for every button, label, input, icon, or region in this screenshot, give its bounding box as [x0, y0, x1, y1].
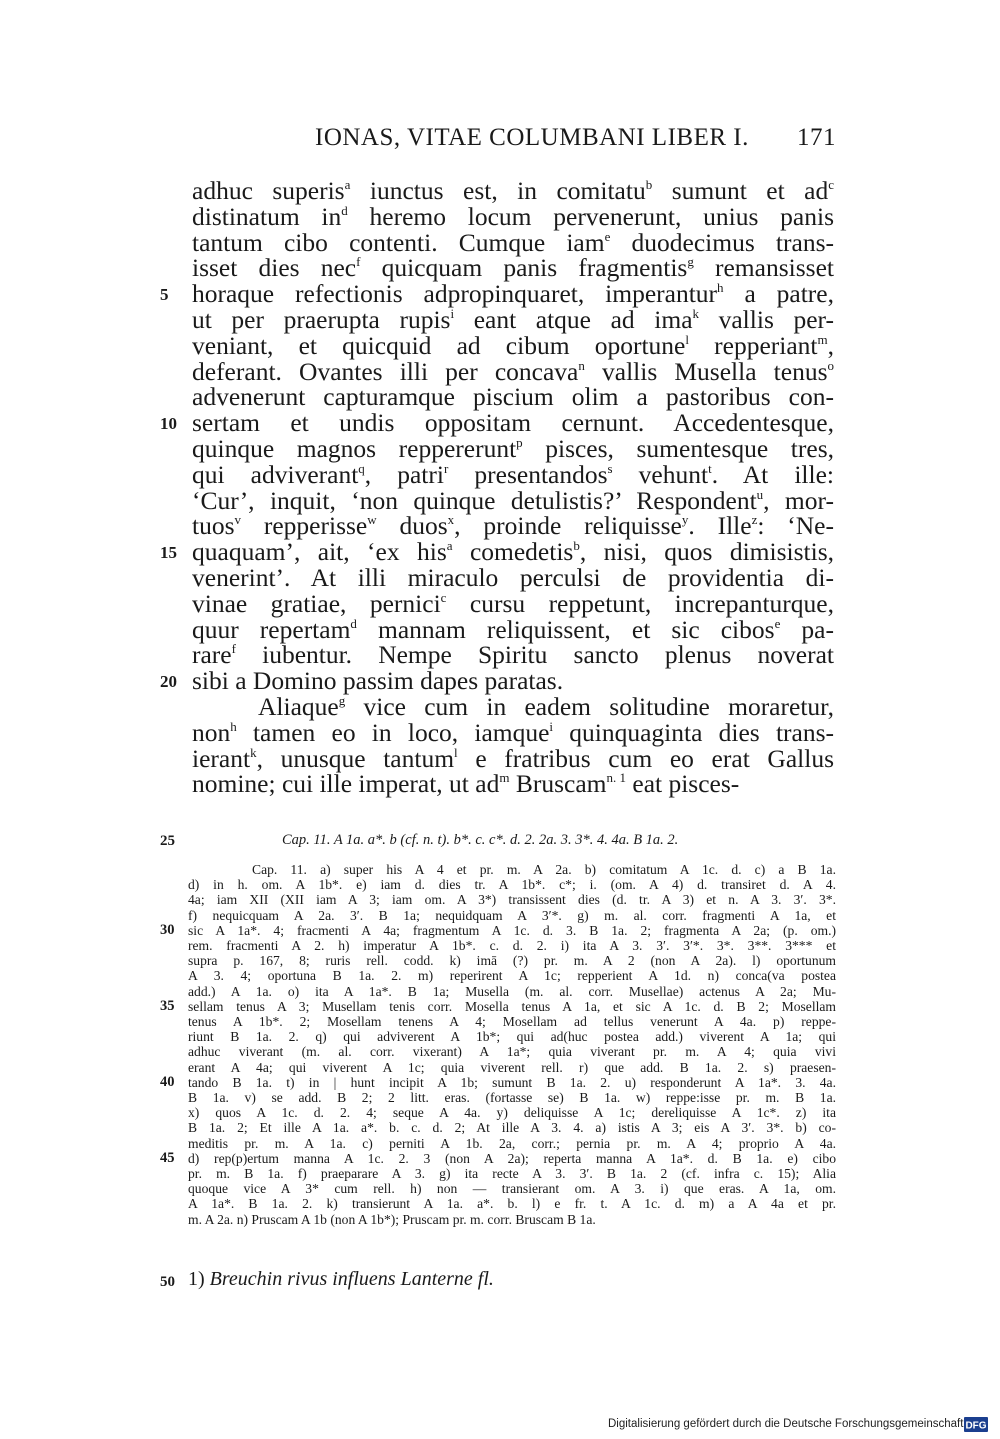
text-line: veniant, et quicquid ad cibum oportune$^l$ repperiant$^m$, [192, 330, 834, 360]
page-number: 171 [797, 124, 836, 151]
sigla-list: Cap. 11. A 1a. a*. b (cf. n. t). b*. c. c*. d. 2. 2a. 3. 3*. 4. 4a. B 1a. 2. [282, 832, 679, 848]
text-line: ut per praerupta rupis$^i$ eant atque ad ima$^k$ vallis per- [192, 305, 835, 334]
line-number: 30 [160, 921, 175, 938]
apparatus-line: f) nequicquam A 2a. 3′. B 1a; nequidquam A 3′*. g) m. al. corr. fragmenti A 1a, et [188, 907, 836, 923]
text-line: venerint’. At illi miraculo perculsi de providentia di- [192, 563, 834, 592]
apparatus-line: pr. m. B 1a. f) praeparare A 3. g) ita recte A 3. 3′. B 1a. 2 (cf. infra c. 15); Alia [188, 1166, 836, 1181]
text-line: ‘Cur’, inquit, ‘non quinque detulistis?’ Respondent$^u$, mor- [192, 485, 834, 515]
apparatus-line: d) rep(p)ertum manna A 1c. 2. 3 (non A 2a); reperta manna A 1a*. d. B 1a. e) cibo [188, 1150, 836, 1166]
apparatus-line: adhuc viverant (m. al. corr. vixerant) A 1a*; quia viverant pr. m. A 4; quia vivi [188, 1044, 836, 1060]
apparatus-line: riunt B 1a. 2. q) qui adviverent A 1b*; qui ad(huc postea add.) viverent A 1a; qui [188, 1029, 836, 1045]
line-number: 35 [160, 997, 175, 1014]
text-line: isset dies nec$^f$ quicquam panis fragmentis$^g$ remansisset [192, 253, 834, 283]
running-head [190, 124, 840, 158]
text-line: nomine; cui ille imperat, ut $ad^m$ Bruscam$^{n. 1}$ eat pisces- [192, 769, 740, 799]
apparatus-line: m. A 2a. n) Pruscam A 1b (non A 1b*); Pruscam pr. m. corr. Bruscam B 1a. [188, 1211, 596, 1227]
apparatus-line: sic A 1a*. 4; fracmenti A 4a; fragmentum A 1c. d. 3. B 1a. 2; fragmenta A 2a; (p. om.) [188, 922, 836, 938]
apparatus-line: A 3. 4; oportuna B 1a. 2. m) reperirent A 1c; repperient A 1d. n) conca(va postea [188, 968, 836, 984]
footnote [188, 1268, 494, 1291]
footnote-text: Breuchin rivus influens Lanterne fl. [209, 1268, 494, 1290]
text-line: quaquam’, ait, ‘ex his$^a$ comedetis$^b$, nisi, quos dimisistis, [192, 537, 834, 567]
text-line: horaque refectionis adpropinquaret, imperantur$^h$ a patre, [192, 279, 834, 309]
text-line: qui adviverant$^q$, patri$^r$ presentandos$^s$ vehunt$^t$. At ille: [192, 459, 834, 489]
digitization-credit: Digitalisierung gefördert durch die Deutsche Forschungsgemeinschaft [608, 1418, 964, 1430]
line-number: 10 [160, 414, 177, 434]
text-line: adhuc superis$^a$ iunctus est, in comitatu$^b$ sumunt et $ad^c$ [192, 176, 834, 205]
footnote-marker: 1) [188, 1268, 205, 1290]
svg-text:DFG: DFG [965, 1420, 987, 1432]
text-line: tuos$^v$ repperisse$^w$ duos$^x$, proinde reliquisse$^y$. Ille$^z$: ‘Ne- [192, 511, 834, 541]
running-head-title: IONAS, VITAE COLUMBANI LIBER I. [315, 124, 749, 151]
text-line: sibi a Domino passim dapes paratas. [192, 666, 564, 696]
apparatus-line: meditis pr. m. A 1a. c) perniti A 1b. 2a, corr.; pernia pr. m. A 4; proprio A 4a. [188, 1135, 836, 1151]
text-line: quinque magnos reppererunt$^p$ pisces, sumentesque tres, [192, 434, 834, 463]
apparatus-line: add.) A 1a. o) ita A 1a*. B 1a; Musella (m. al. corr. Musellae) actenus A 2a; Mu- [188, 983, 836, 999]
apparatus-line: x) quos A 1c. d. 2. 4; seque A 4a. y) deliquisse A 1c; dereliquisse A 1c*. z) ita [188, 1105, 836, 1121]
line-number: 45 [160, 1149, 175, 1166]
sigla-line-number: 25 [160, 833, 175, 849]
apparatus-line: B 1a. v) se add. B 2; 2 litt. eras. (fortasse se) B 1a. w) reppe:isse pr. m. B 1a. [188, 1090, 836, 1105]
apparatus-line: tenus A 1b*. 2; Mosellam tenens A 4; Mosellam ad tellus venerunt A 4a. p) reppe- [188, 1014, 836, 1029]
apparatus-line: sellam tenus A 3; Musellam tenis corr. Mosella tenus A 1a, et sic A 1c. d. B 2; Mosellam [188, 998, 836, 1014]
text-line: ierant$^k$, unusque tantum$^l$ e fratribus cum eo erat Gallus [192, 743, 834, 773]
apparatus-line: quoque vice A 3* cum rell. h) non — transierant om. A 3. i) que eras. A 1a, om. [188, 1181, 836, 1197]
apparatus-line: B 1a. 2; Et ille A 1a. a*. b. c. d. 2; At ille A 3. 4. a) istis A 3; eis A 3′. 3*. b) co- [188, 1120, 836, 1136]
apparatus-line: A 1a*. B 1a. 2. k) transierunt A 1a. a*. b. l) e fr. t. A 1c. d. m) a A 4a et pr. [188, 1196, 836, 1212]
apparatus-line: supra p. 167, 8; ruris rell. codd. k) imā (?) pr. m. A 2 (non A 2a). l) oportunum [188, 953, 836, 969]
apparatus-line: d) in h. om. A 1b*. e) iam d. dies tr. A 1b*. c*; i. (om. A 4) d. transiret d. A 4. [188, 877, 836, 893]
text-line: deferant. Ovantes illi per concava$^n$ vallis Musella tenus$^o$ [192, 356, 834, 386]
text-line: Aliaque$^g$ vice cum in eadem solitudine moraretur, [258, 692, 834, 721]
line-number: 20 [160, 672, 177, 692]
apparatus-line: Cap. 11. a) super his A 4 et pr. m. A 2a. b) comitatum A 1c. d. c) a B 1a. [252, 862, 836, 877]
text-line: distinatum $in^d$ heremo locum pervenerunt, unius panis [192, 201, 835, 231]
line-number: 5 [160, 285, 169, 305]
text-line: rare$^f$ iubentur. Nempe Spiritu sancto plenus noverat [192, 640, 834, 670]
line-number: 15 [160, 543, 177, 563]
apparatus-line: rem. fracmenti A 2. h) imperatur A 1b*. c. d. 2. i) ita A 3. 3′. 3′*. 3*. 3**. 3*** et [188, 938, 836, 953]
text-line: tantum cibo contenti. Cumque iam$^e$ duodecimus trans- [192, 227, 834, 257]
apparatus-line: tando B 1a. t) in | hunt incipit A 1b; sumunt B 1a. 2. u) responderunt A 1a*. 3. 4a. [188, 1074, 836, 1090]
apparatus-line: 4a; iam XII (XII iam A 3; iam om. A 3*) transissent dies (d. tr. A 3) et n. A 3. 3′. 3*. [188, 892, 836, 908]
apparatus-line: erant A 4a; qui viverent A 1c; quia viverent rell. r) que add. B 1a. 2. s) praesen- [188, 1059, 836, 1075]
text-line: sertam et undis oppositam cernunt. Accedentesque, [192, 408, 834, 438]
text-line: quur repertam$^d$ mannam reliquissent, et sic cibos$^e$ pa- [192, 614, 834, 644]
text-line: vinae gratiae, pernici$^c$ cursu reppetunt, increpanturque, [192, 588, 834, 618]
line-number: 40 [160, 1073, 175, 1090]
text-line: advenerunt capturamque piscium olim a pastoribus con- [192, 382, 834, 412]
footnote-line-number: 50 [160, 1274, 175, 1290]
dfg-logo-icon [964, 1417, 988, 1432]
text-line: non$^h$ tamen eo in loco, iamque$^i$ quinquaginta dies trans- [192, 717, 834, 747]
